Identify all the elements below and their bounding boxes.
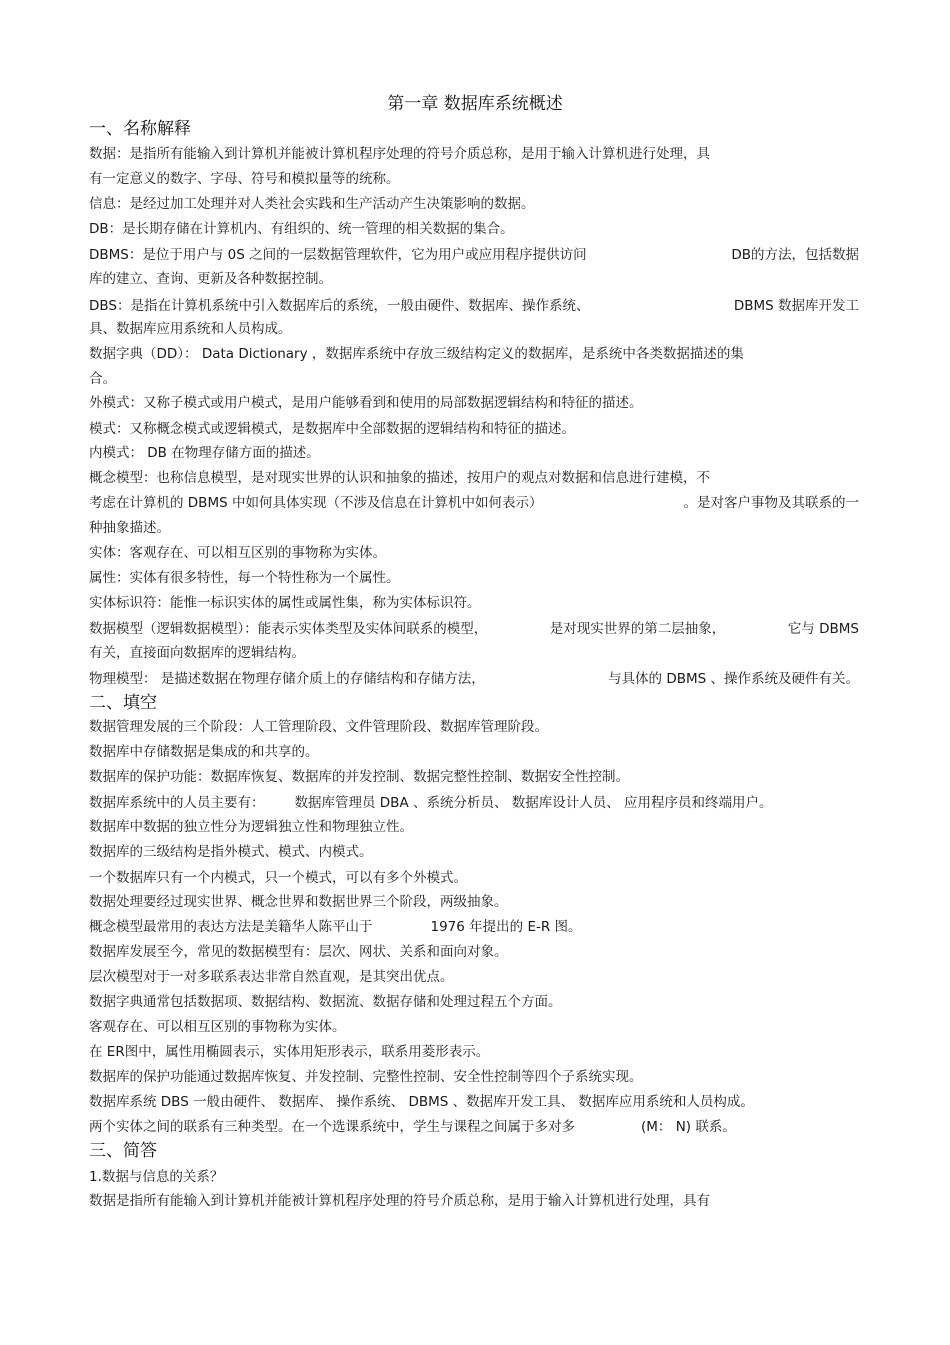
text-segment: DB的方法，包括数据 (731, 247, 859, 263)
question-text: 1.数据与信息的关系？ (89, 1169, 224, 1185)
text-line: 种抽象描述。 (89, 520, 170, 536)
text-line (89, 494, 859, 512)
text-line: 数据库的保护功能通过数据库恢复、并发控制、完整性控制、安全性控制等四个子系统实现。 (89, 1069, 643, 1085)
text-segment: DBS：是指在计算机系统中引入数据库后的系统，一般由硬件、数据库、操作系统、 (89, 298, 590, 314)
text-line: 数据管理发展的三个阶段：人工管理阶段、文件管理阶段、数据库管理阶段。 (89, 719, 548, 735)
section-heading-definitions: 一、名称解释 (89, 119, 191, 139)
section-heading-short-answer: 三、简答 (89, 1141, 157, 1161)
text-line: 模式：又称概念模式或逻辑模式，是数据库中全部数据的逻辑结构和特征的描述。 (89, 421, 575, 437)
text-segment: 数据库管理员 DBA 、系统分析员、 数据库设计人员、 应用程序员和终端用户。 (294, 795, 773, 811)
text-segment: 考虑在计算机的 DBMS 中如何具体实现（不涉及信息在计算机中如何表示） (89, 495, 543, 511)
text-line: 数据处理要经过现实世界、概念世界和数据世界三个阶段，两级抽象。 (89, 894, 508, 910)
text-line: 一个数据库只有一个内模式，只一个模式，可以有多个外模式。 (89, 870, 467, 886)
text-segment: (M： N) 联系。 (641, 1119, 736, 1135)
text-line: 信息：是经过加工处理并对人类社会实践和生产活动产生决策影响的数据。 (89, 196, 535, 212)
text-line: 数据库中存储数据是集成的和共享的。 (89, 744, 319, 760)
text-line: 实体标识符：能惟一标识实体的属性或属性集，称为实体标识符。 (89, 595, 481, 611)
text-line: 合。 (89, 371, 116, 387)
text-segment: 与具体的 DBMS 、操作系统及硬件有关。 (608, 671, 859, 687)
text-segment: 它与 DBMS (787, 621, 859, 637)
text-segment: 物理模型： 是描述数据在物理存储介质上的存储结构和存储方法， (89, 671, 485, 687)
text-segment: 。是对客户事物及其联系的一 (683, 495, 859, 511)
text-line (89, 918, 582, 936)
text-line: 实体：客观存在、可以相互区别的事物称为实体。 (89, 545, 386, 561)
text-segment: 1976 年提出的 E-R 图。 (430, 919, 582, 935)
text-line: 数据库系统 DBS 一般由硬件、 数据库、 操作系统、 DBMS 、数据库开发工具、 数据库应用系统和人员构成。 (89, 1094, 754, 1110)
text-segment: 数据模型（逻辑数据模型）：能表示实体类型及实体间联系的模型， (89, 621, 488, 637)
text-line: 客观存在、可以相互区别的事物称为实体。 (89, 1019, 346, 1035)
text-segment: DBMS：是位于用户与 0S 之间的一层数据管理软件，它为用户或应用程序提供访问 (89, 247, 587, 263)
text-segment: 是对现实世界的第二层抽象， (549, 621, 726, 637)
text-line: DB：是长期存储在计算机内、有组织的、统一管理的相关数据的集合。 (89, 221, 514, 237)
text-line (89, 670, 859, 688)
text-segment: DBMS 数据库开发工 (733, 298, 859, 314)
text-line: 数据库的三级结构是指外模式、模式、内模式。 (89, 844, 373, 860)
text-segment: 两个实体之间的联系有三种类型。在一个选课系统中，学生与课程之间属于多对多 (89, 1119, 575, 1135)
text-line: 概念模型：也称信息模型，是对现实世界的认识和抽象的描述，按用户的观点对数据和信息进行建模，不 (89, 470, 710, 486)
text-line: 库的建立、查询、更新及各种数据控制。 (89, 271, 332, 287)
text-line: 具、数据库应用系统和人员构成。 (89, 321, 292, 337)
text-line: 数据：是指所有能输入到计算机并能被计算机程序处理的符号介质总称，是用于输入计算机进行处理，具 (89, 146, 710, 162)
text-line (89, 246, 859, 264)
text-line: 数据字典（DD）： Data Dictionary ，数据库系统中存放三级结构定义的数据库，是系统中各类数据描述的集 (89, 346, 744, 362)
text-line: 数据库中数据的独立性分为逻辑独立性和物理独立性。 (89, 819, 413, 835)
text-line: 数据库发展至今，常见的数据模型有：层次、网状、关系和面向对象。 (89, 944, 508, 960)
text-line: 层次模型对于一对多联系表达非常自然直观，是其突出优点。 (89, 969, 454, 985)
section-heading-fill-in: 二、填空 (89, 693, 157, 713)
text-line (89, 620, 859, 638)
text-line: 在 ER图中，属性用椭圆表示，实体用矩形表示，联系用菱形表示。 (89, 1044, 490, 1060)
text-line: 内模式： DB 在物理存储方面的描述。 (89, 445, 320, 461)
text-line: 数据库的保护功能：数据库恢复、数据库的并发控制、数据完整性控制、数据安全性控制。 (89, 769, 629, 785)
text-line: 数据字典通常包括数据项、数据结构、数据流、数据存储和处理过程五个方面。 (89, 994, 562, 1010)
text-line: 外模式：又称子模式或用户模式，是用户能够看到和使用的局部数据逻辑结构和特征的描述。 (89, 395, 643, 411)
answer-text: 数据是指所有能输入到计算机并能被计算机程序处理的符号介质总称，是用于输入计算机进行处理，具有 (89, 1193, 710, 1209)
text-segment: 数据库系统中的人员主要有： (89, 795, 265, 811)
text-line: 属性：实体有很多特性，每一个特性称为一个属性。 (89, 570, 400, 586)
text-line (89, 297, 859, 315)
text-segment: 概念模型最常用的表达方法是美籍华人陈平山于 (89, 919, 373, 935)
text-line: 有关，直接面向数据库的逻辑结构。 (89, 645, 305, 661)
text-line: 有一定意义的数字、字母、符号和模拟量等的统称。 (89, 171, 400, 187)
page-title: 第一章 数据库系统概述 (387, 94, 563, 114)
text-line (89, 1118, 736, 1136)
text-line (89, 794, 773, 812)
